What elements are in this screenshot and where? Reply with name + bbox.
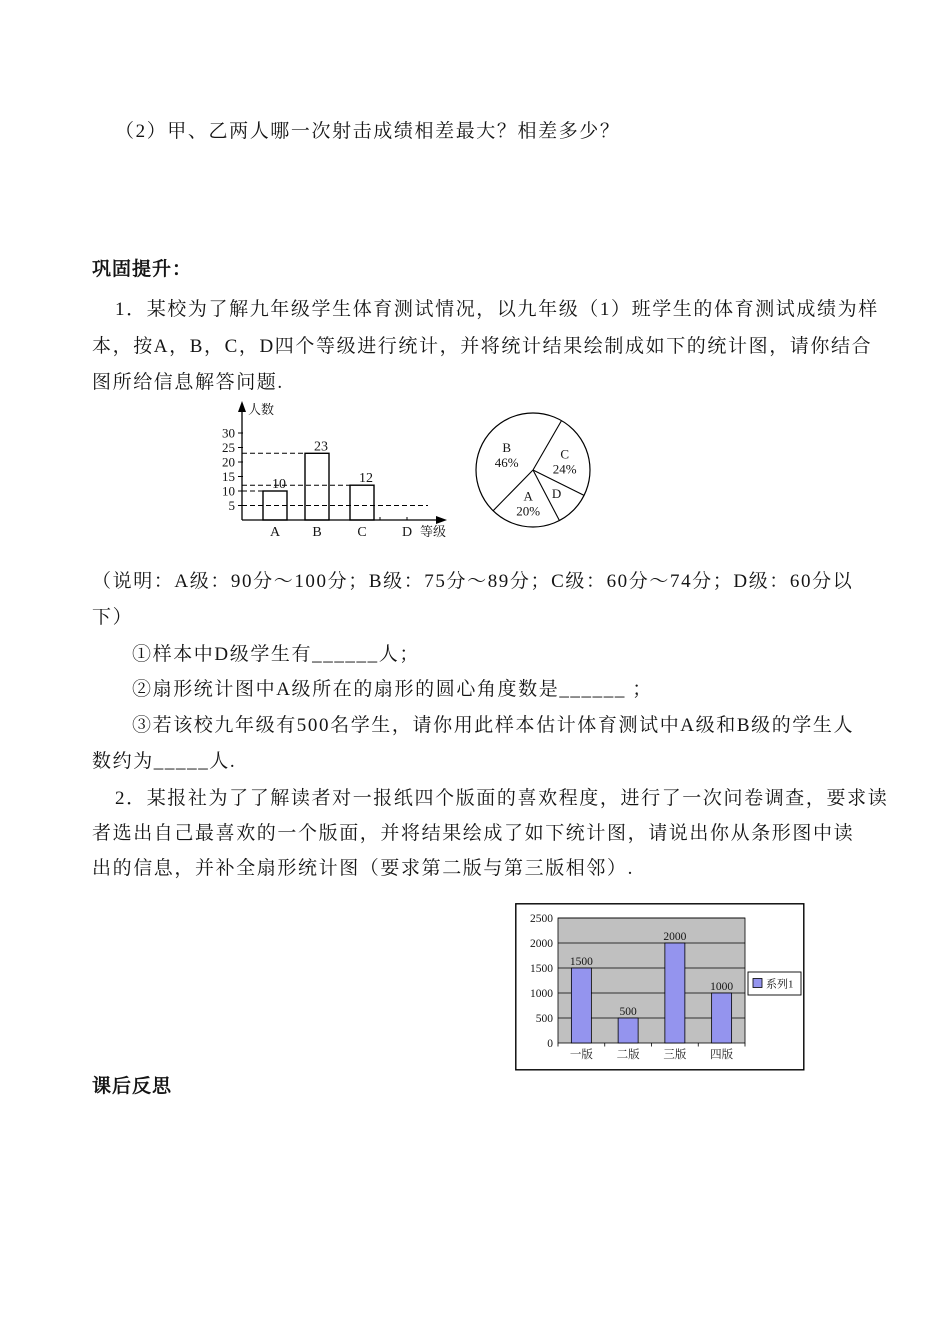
svg-text:系列1: 系列1: [766, 978, 794, 991]
svg-text:2000: 2000: [663, 931, 687, 943]
svg-text:20: 20: [222, 454, 235, 470]
svg-text:500: 500: [535, 1013, 553, 1025]
svg-text:500: 500: [619, 1006, 637, 1018]
svg-text:人数: 人数: [248, 402, 275, 417]
svg-text:24%: 24%: [552, 461, 577, 477]
svg-text:一版: 一版: [569, 1049, 593, 1061]
subquestion-3-line-1: ③若该校九年级有500名学生，请你用此样本估计体育测试中A级和B级的学生人: [132, 715, 855, 736]
problem1-line-2: 本，按A，B，C，D四个等级进行统计，并将统计结果绘制成如下的统计图，请你结合: [92, 336, 873, 357]
svg-text:1500: 1500: [569, 956, 593, 968]
svg-text:30: 30: [222, 425, 235, 441]
svg-text:D: D: [401, 525, 413, 540]
svg-text:12: 12: [359, 471, 373, 487]
footer-heading: 课后反思: [92, 1076, 173, 1097]
problem2-line-1: 2．某报社为了了解读者对一报纸四个版面的喜欢程度，进行了一次问卷调查，要求读: [115, 788, 889, 809]
svg-text:D: D: [551, 486, 562, 502]
svg-text:二版: 二版: [616, 1049, 640, 1061]
svg-text:B: B: [502, 440, 512, 456]
svg-text:A: A: [523, 488, 533, 504]
note-line-2: 下）: [92, 607, 134, 628]
svg-text:C: C: [357, 525, 367, 540]
svg-text:5: 5: [228, 498, 235, 513]
svg-text:10: 10: [222, 483, 235, 499]
svg-text:四版: 四版: [710, 1049, 734, 1061]
subquestion-1: ①样本中D级学生有______人；: [132, 644, 420, 665]
svg-text:2000: 2000: [530, 938, 553, 950]
grade-pie-chart: [468, 405, 598, 535]
svg-text:15: 15: [222, 469, 235, 484]
svg-text:10: 10: [272, 477, 286, 492]
problem2-line-3: 出的信息，并补全扇形统计图（要求第二版与第三版相邻）.: [92, 858, 634, 879]
svg-text:0: 0: [547, 1038, 553, 1050]
problem1-line-1: 1．某校为了解九年级学生体育测试情况，以九年级（1）班学生的体育测试成绩为样: [115, 299, 879, 320]
svg-text:1000: 1000: [530, 988, 553, 1000]
subquestion-2: ②扇形统计图中A级所在的扇形的圆心角度数是______ ；: [132, 679, 653, 700]
svg-text:2500: 2500: [530, 913, 553, 925]
svg-text:B: B: [312, 525, 322, 540]
svg-text:23: 23: [314, 439, 328, 455]
svg-text:1000: 1000: [710, 981, 734, 993]
section-heading: 巩固提升：: [92, 259, 193, 280]
newspaper-bar-chart: [515, 903, 805, 1071]
svg-text:A: A: [269, 525, 281, 540]
svg-text:46%: 46%: [494, 455, 519, 471]
problem1-line-3: 图所给信息解答问题.: [92, 372, 284, 393]
note-line-1: （说明：A级：90分～100分；B级：75分～89分；C级：60分～74分；D级：60分以: [92, 571, 854, 592]
svg-text:三版: 三版: [663, 1049, 687, 1061]
svg-text:20%: 20%: [516, 503, 541, 519]
subquestion-3-line-2: 数约为_____人.: [92, 751, 237, 772]
problem2-line-2: 者选出自己最喜欢的一个版面，并将结果绘成了如下统计图，请说出你从条形图中读: [92, 823, 855, 844]
svg-text:1500: 1500: [530, 963, 553, 975]
grade-bar-chart: [210, 398, 460, 548]
svg-text:C: C: [560, 446, 569, 462]
intro-question-text: （2）甲、乙两人哪一次射击成绩相差最大？相差多少？: [115, 121, 621, 142]
svg-text:等级: 等级: [420, 524, 447, 539]
svg-text:25: 25: [222, 440, 235, 455]
